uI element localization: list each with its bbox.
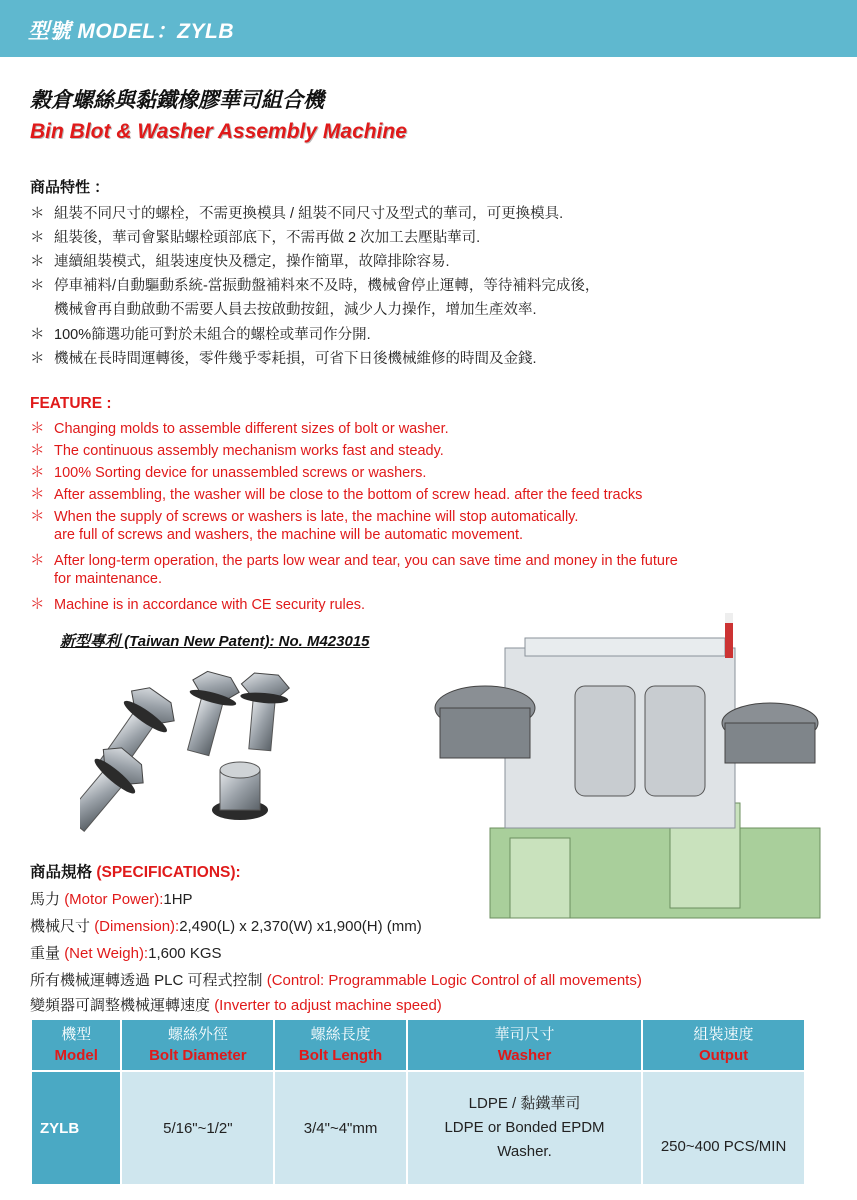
features-cn-heading: 商品特性 ：	[30, 179, 110, 196]
feature-cn-item: ＊ 組裝後，華司會緊貼螺栓頭部底下，不需再做 2 次加工去壓貼華司.	[30, 230, 481, 246]
table-row	[32, 1072, 804, 1184]
header-bar	[0, 0, 857, 57]
spec-motor-power: 馬力 (Motor Power):1HP	[30, 891, 193, 908]
spec-inverter: 變頻器可調整機械運轉速度 (Inverter to adjust machine speed)	[30, 997, 442, 1014]
specs-table	[30, 1018, 806, 1186]
col-header-washer: 華司尺寸 Washer	[408, 1020, 641, 1070]
feature-en-item-continued: for maintenance.	[54, 571, 163, 587]
feature-en-item-continued: are full of screws and washers, the machine will be automatic movement.	[54, 527, 524, 543]
bolts-photo	[80, 660, 320, 840]
col-header-bolt-diameter: 螺絲外徑 Bolt Diameter	[122, 1020, 273, 1070]
feature-cn-item: ＊ 機械在長時間運轉後，零件幾乎零耗損，可省下日後機械維修的時間及金錢.	[30, 351, 537, 367]
model-title: 型號 MODEL：ZYLB	[28, 20, 234, 43]
cell-bolt-diameter: 5/16"~1/2"	[122, 1072, 273, 1184]
specs-heading: 商品規格 (SPECIFICATIONS):	[30, 864, 241, 881]
cell-output: 250~400 PCS/MIN	[643, 1072, 804, 1184]
feature-en-item: ＊ After assembling, the washer will be close to the bottom of screw head. after the feed tracks	[30, 487, 643, 503]
spec-plc: 所有機械運轉透過 PLC 可程式控制 (Control: Programmable Logic Control of all movements)	[30, 972, 642, 989]
feature-en-item: ＊ Machine is in accordance with CE security rules.	[30, 597, 366, 613]
col-header-output: 組裝速度 Output	[643, 1020, 804, 1070]
feature-en-item: ＊ 100% Sorting device for unassembled screws or washers.	[30, 465, 427, 481]
features-en-heading: FEATURE :	[30, 395, 112, 412]
feature-en-item: ＊ When the supply of screws or washers is late, the machine will stop automatically.	[30, 509, 579, 525]
feature-cn-item: ＊ 停車補料/自動驅動系統-當振動盤補料來不及時，機械會停止運轉，等待補料完成後，	[30, 278, 600, 294]
table-header-row	[32, 1020, 804, 1070]
cell-washer: LDPE / 黏鐵華司 LDPE or Bonded EPDM Washer.	[408, 1072, 641, 1184]
machine-photo	[430, 608, 830, 928]
feature-en-item: ＊ Changing molds to assemble different sizes of bolt or washer.	[30, 421, 449, 437]
patent-number: 新型專利 (Taiwan New Patent): No. M423015	[60, 633, 370, 650]
feature-en-item: ＊ The continuous assembly mechanism works fast and steady.	[30, 443, 444, 459]
cell-bolt-length: 3/4"~4"mm	[275, 1072, 406, 1184]
feature-cn-item-continued: 機械會再自動啟動不需要人員去按啟動按鈕，減少人力操作，增加生產效率.	[54, 302, 537, 318]
feature-cn-item: ＊ 連續組裝模式，組裝速度快及穩定，操作簡單，故障排除容易.	[30, 254, 450, 270]
product-title-en: Bin Blot & Washer Assembly Machine	[30, 120, 407, 143]
cell-model: ZYLB	[32, 1072, 120, 1184]
col-header-model: 機型 Model	[32, 1020, 120, 1070]
col-header-bolt-length: 螺絲長度 Bolt Length	[275, 1020, 406, 1070]
product-title-cn: 穀倉螺絲與黏鐵橡膠華司組合機	[30, 89, 324, 112]
spec-dimension: 機械尺寸 (Dimension):2,490(L) x 2,370(W) x1,900(H) (mm)	[30, 918, 422, 935]
feature-cn-item: ＊ 組裝不同尺寸的螺栓，不需更換模具 / 組裝不同尺寸及型式的華司，可更換模具.	[30, 206, 564, 222]
feature-en-item: ＊ After long-term operation, the parts low wear and tear, you can save time and money in the future	[30, 553, 678, 569]
spec-weight: 重量 (Net Weigh):1,600 KGS	[30, 945, 222, 962]
feature-cn-item: ＊ 100%篩選功能可對於未組合的螺栓或華司作分開.	[30, 327, 371, 343]
